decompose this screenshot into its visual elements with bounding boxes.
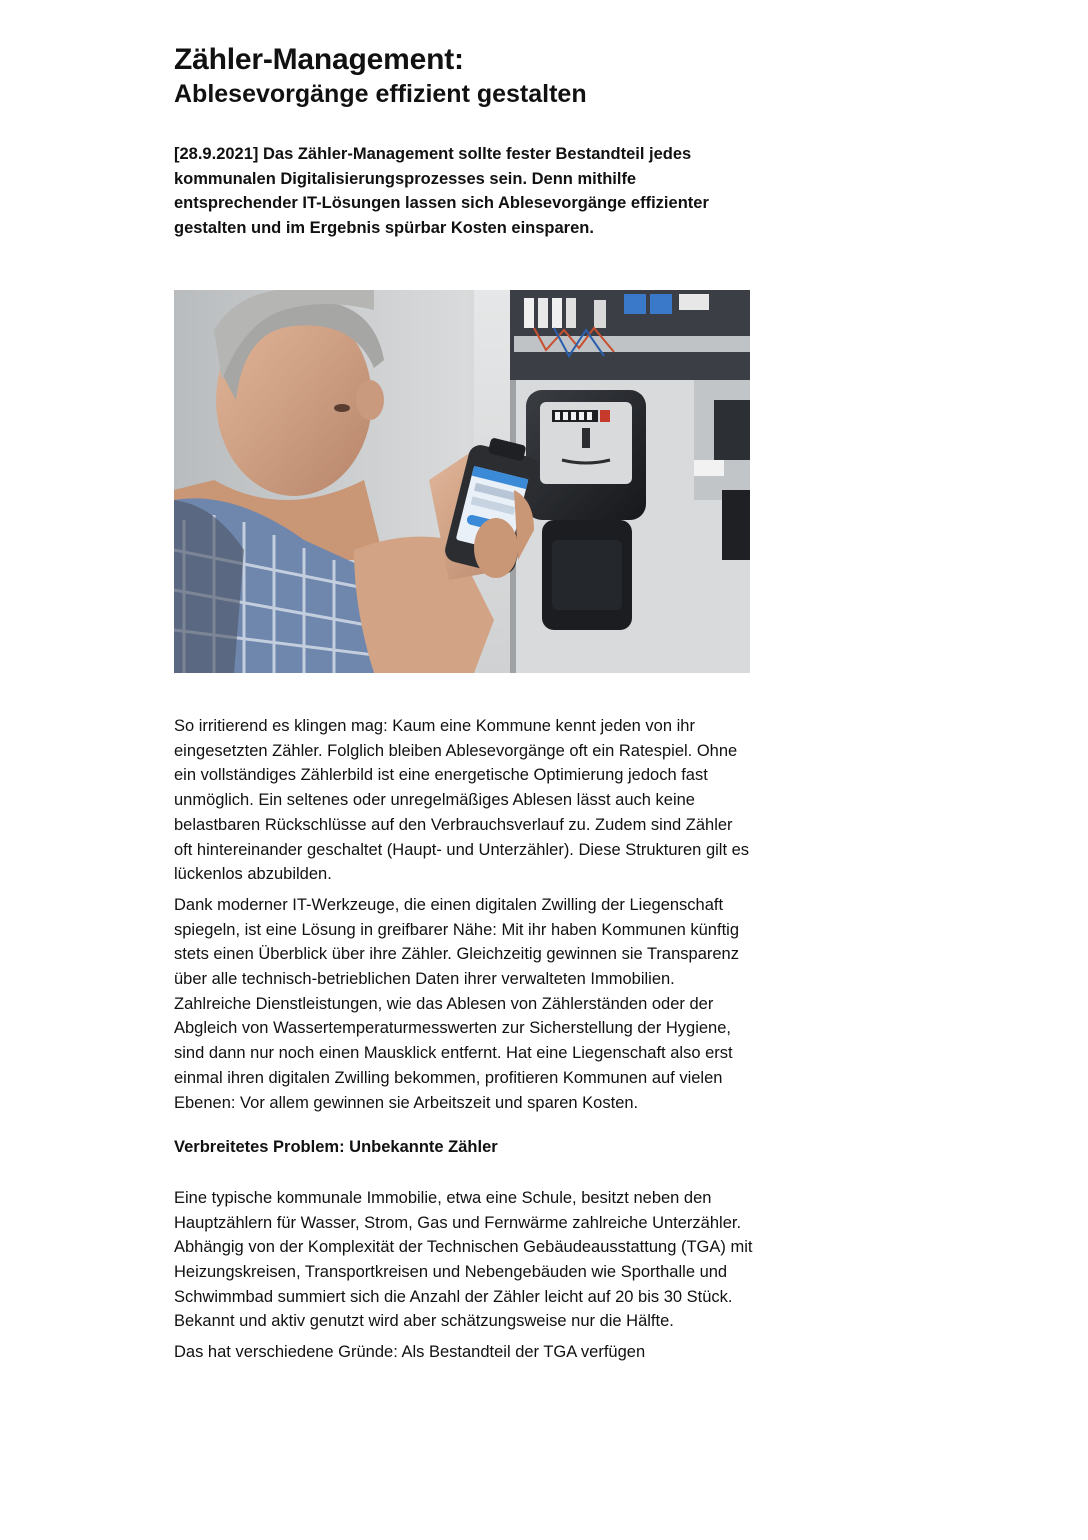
article-lead: [28.9.2021] Das Zähler-Management sollte fester Bestandteil jedes kommunalen Digitalisierungsprozesses sein. Denn mithilfe entsprechender IT-Lösungen lassen sich Ablesevorgänge effizienter gestalten und im Ergebnis spürbar Kosten einsparen. xyxy=(174,145,709,237)
article-title: Zähler-Management: xyxy=(174,43,464,76)
technician-reading-meter-illustration xyxy=(174,290,750,673)
paragraph: So irritierend es klingen mag: Kaum eine Kommune kennt jeden von ihr eingesetzten Zähler. Folglich bleiben Ablesevorgänge oft ein Ratespiel. Ohne ein vollständiges Zählerbild ist eine energetische Optimierung jedoch fast unmöglich. Ein seltenes oder unregelmäßiges Ablesen lässt auch keine belastbaren Rückschlüsse auf den Verbrauchsverlauf zu. Zudem sind Zähler oft hintereinander geschaltet (Haupt- und Unterzähler). Diese Strukturen gilt es lückenlos abzubilden. xyxy=(174,717,750,884)
paragraph: Eine typische kommunale Immobilie, etwa eine Schule, besitzt neben den Hauptzählern für Wasser, Strom, Gas und Fernwärme zahlreiche Unterzähler. Abhängig von der Komplexität der Technischen Gebäudeausstattung (TGA) mit Heizungskreisen, Transportkreisen und Nebengebäuden wie Sporthalle und Schwimmbad summiert sich die Anzahl der Zähler leicht auf 20 bis 30 Stück. Bekannt und aktiv genutzt wird aber schätzungsweise nur die Hälfte. xyxy=(174,1188,753,1331)
section-heading: Verbreitetes Problem: Unbekannte Zähler xyxy=(174,1138,498,1157)
paragraph: Dank moderner IT-Werkzeuge, die einen digitalen Zwilling der Liegenschaft spiegeln, ist eine Lösung in greifbarer Nähe: Mit ihr haben Kommunen künftig stets einen Überblick über ihre Zähler. Gleichzeitig gewinnen sie Transparenz über alle technisch-betrieblichen Daten ihrer verwalteten Immobilien. Zahlreiche Dienstleistungen, wie das Ablesen von Zählerständen oder der Abgleich von Wassertemperaturmesswerten zur Sicherstellung der Hygiene, sind dann nur noch einen Mausklick entfernt. Hat eine Liegenschaft also erst einmal ihren digitalen Zwilling bekommen, profitieren Kommunen auf vielen Ebenen: Vor allem gewinnen sie Arbeitszeit und sparen Kosten. xyxy=(174,895,739,1112)
article-photo xyxy=(174,290,750,673)
article xyxy=(174,42,754,1362)
paragraph: Das hat verschiedene Gründe: Als Bestandteil der TGA verfügen xyxy=(174,1343,646,1362)
article-body xyxy=(174,714,754,1371)
article-subtitle: Ablesevorgänge effizient gestalten xyxy=(174,80,587,108)
